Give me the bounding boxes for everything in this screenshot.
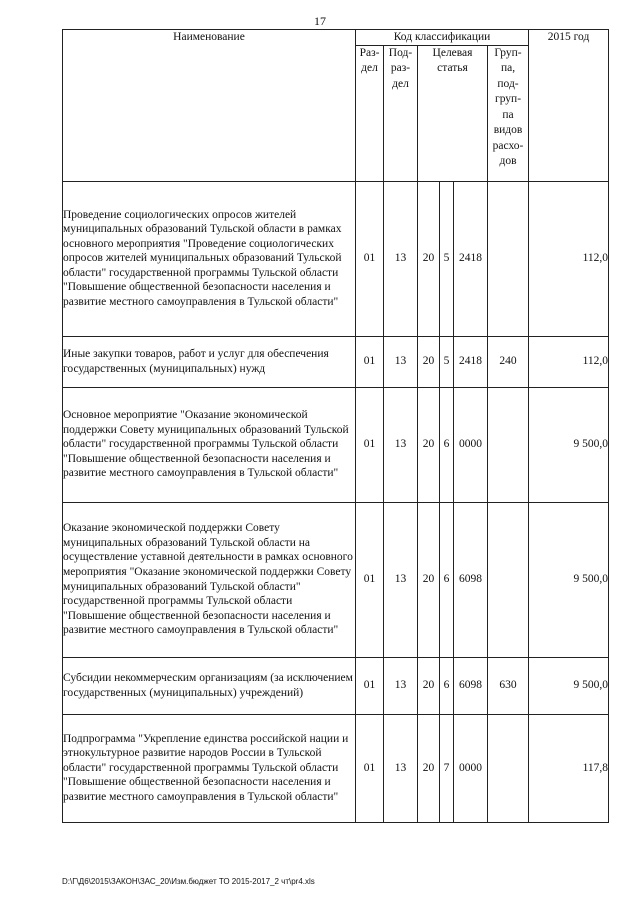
row-amount: 9 500,0 xyxy=(529,657,609,714)
header-code-group: Код классификации xyxy=(356,30,529,46)
row-target-part-1: 20 xyxy=(418,502,440,657)
row-target-part-2: 5 xyxy=(440,336,454,387)
row-target-part-3: 0000 xyxy=(454,714,488,822)
row-name: Основное мероприятие "Оказание экономической поддержки Совету муниципальных образований Тульской области" государственной программы Тульской области "Повышение общественной безопасности населения и развитие местного самоуправления в Тульской области" xyxy=(63,387,356,502)
row-target-part-1: 20 xyxy=(418,181,440,336)
table-row xyxy=(63,657,609,714)
row-name: Подпрограмма "Укрепление единства российской нации и этнокультурное развитие народов России в Тульской области" государственной программы Тульской области "Повышение общественной безопасности населения и развитие местного самоуправления в Тульской области" xyxy=(63,714,356,822)
header-section: Раз- дел xyxy=(356,45,384,181)
row-target-part-1: 20 xyxy=(418,336,440,387)
row-target-part-2: 6 xyxy=(440,387,454,502)
row-subsection: 13 xyxy=(384,181,418,336)
row-subsection: 13 xyxy=(384,657,418,714)
row-subsection: 13 xyxy=(384,387,418,502)
row-expense-group: 240 xyxy=(488,336,529,387)
table-row xyxy=(63,714,609,822)
row-target-part-1: 20 xyxy=(418,387,440,502)
row-name: Проведение социологических опросов жителей муниципальных образований Тульской области в рамках основного мероприятия "Проведение социологических опросов жителей муниципальных образований Тульской области" государственной программы Тульской области "Повышение общественной безопасности населения и развитие местного самоуправления в Тульской области" xyxy=(63,181,356,336)
row-amount: 112,0 xyxy=(529,336,609,387)
header-target-article: Целевая статья xyxy=(418,45,488,181)
row-target-part-2: 6 xyxy=(440,657,454,714)
row-target-part-3: 0000 xyxy=(454,387,488,502)
row-section: 01 xyxy=(356,714,384,822)
row-subsection: 13 xyxy=(384,714,418,822)
row-target-part-1: 20 xyxy=(418,657,440,714)
file-path-footer: D:\Г\Д6\2015\ЗАКОН\ЗАС_20\Изм.бюджет ТО 2015-2017_2 чт\pr4.xls xyxy=(62,877,315,886)
table-row xyxy=(63,387,609,502)
row-name: Иные закупки товаров, работ и услуг для обеспечения государственных (муниципальных) нужд xyxy=(63,336,356,387)
row-section: 01 xyxy=(356,336,384,387)
table-row xyxy=(63,502,609,657)
row-name: Оказание экономической поддержки Совету муниципальных образований Тульской области на осуществление уставной деятельности в рамках основного мероприятия "Оказание экономической поддержки Совету муниципальных образований Тульской области" государственной программы Тульской области "Повышение общественной безопасности населения и развитие местного самоуправления в Тульской области" xyxy=(63,502,356,657)
row-section: 01 xyxy=(356,657,384,714)
row-expense-group xyxy=(488,714,529,822)
row-expense-group xyxy=(488,502,529,657)
page-number: 17 xyxy=(314,14,326,28)
table-row xyxy=(63,181,609,336)
row-name: Субсидии некоммерческим организациям (за исключением государственных (муниципальных) учреждений) xyxy=(63,657,356,714)
row-subsection: 13 xyxy=(384,502,418,657)
row-expense-group: 630 xyxy=(488,657,529,714)
budget-table xyxy=(62,29,609,823)
table-row xyxy=(63,336,609,387)
table-header xyxy=(63,30,609,182)
row-subsection: 13 xyxy=(384,336,418,387)
row-target-part-1: 20 xyxy=(418,714,440,822)
row-target-part-2: 6 xyxy=(440,502,454,657)
row-expense-group xyxy=(488,181,529,336)
header-name: Наименование xyxy=(63,30,356,182)
row-section: 01 xyxy=(356,181,384,336)
row-section: 01 xyxy=(356,502,384,657)
row-amount: 9 500,0 xyxy=(529,387,609,502)
row-target-part-3: 6098 xyxy=(454,502,488,657)
row-amount: 117,8 xyxy=(529,714,609,822)
row-target-part-3: 6098 xyxy=(454,657,488,714)
row-expense-group xyxy=(488,387,529,502)
row-target-part-3: 2418 xyxy=(454,336,488,387)
row-target-part-2: 5 xyxy=(440,181,454,336)
row-amount: 112,0 xyxy=(529,181,609,336)
row-section: 01 xyxy=(356,387,384,502)
row-target-part-3: 2418 xyxy=(454,181,488,336)
row-target-part-2: 7 xyxy=(440,714,454,822)
row-amount: 9 500,0 xyxy=(529,502,609,657)
header-expense-group: Груп- па, под- груп- па видов расхо- дов xyxy=(488,45,529,181)
table-body xyxy=(63,181,609,822)
header-subsection: Под- раз- дел xyxy=(384,45,418,181)
header-year: 2015 год xyxy=(529,30,609,182)
